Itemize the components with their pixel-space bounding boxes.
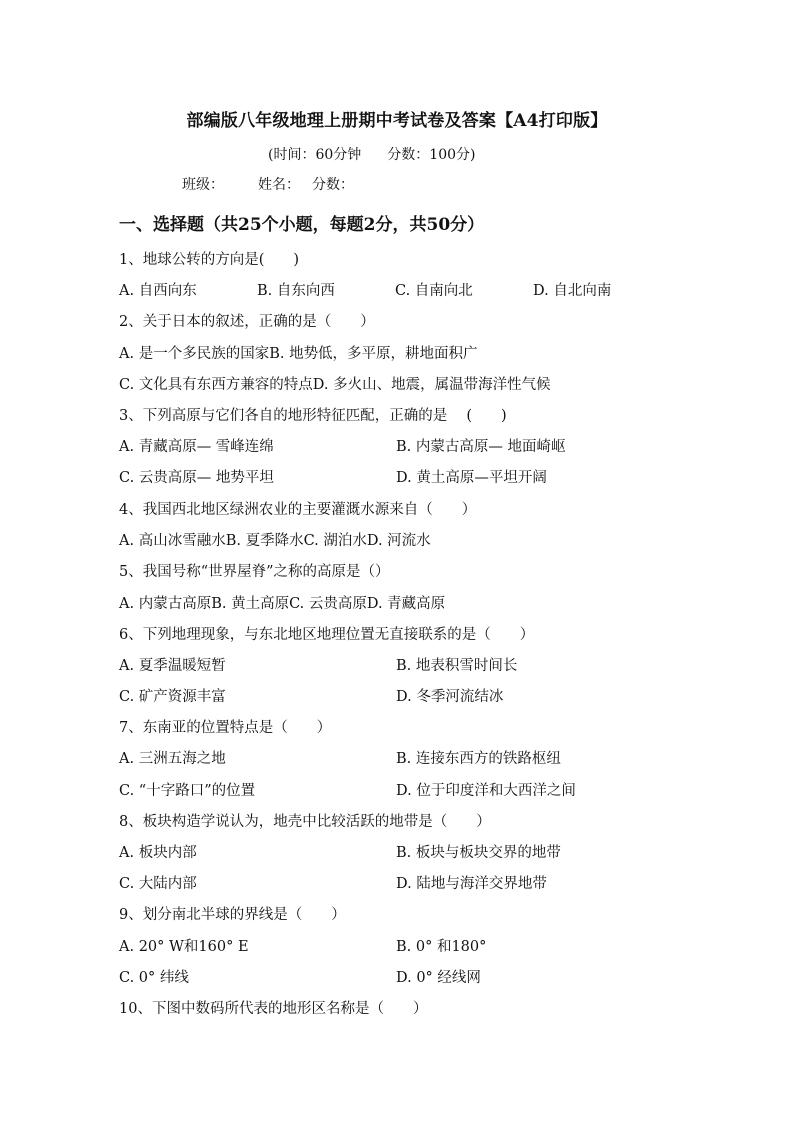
question-9-option-a: A. 20° W和160° E [119, 939, 249, 955]
option-b: B. 自东向西 [257, 283, 335, 299]
question-6-option-c: C. 矿产资源丰富 [119, 689, 226, 705]
question-7-option-b: B. 连接东西方的铁路枢纽 [396, 751, 561, 767]
class-label: 班级： [182, 177, 224, 193]
question-6-option-b: B. 地表积雪时间长 [396, 658, 518, 674]
question-2-options-cd: C. 文化具有东西方兼容的特点D. 多火山、地震，属温带海洋性气候 [119, 377, 551, 393]
question-3-option-d: D. 黄土高原—平坦开阔 [396, 470, 547, 486]
question-5-options: A. 内蒙古高原B. 黄土高原C. 云贵高原D. 青藏高原 [119, 596, 446, 612]
student-info [182, 174, 354, 194]
time-label: (时间：60分钟 [268, 147, 362, 163]
name-label: 姓名： [258, 177, 300, 193]
question-6-option-d: D. 冬季河流结冰 [396, 689, 504, 705]
question-7-stem: 7、东南亚的位置特点是（ ） [119, 720, 332, 736]
score-label: 分数： [312, 177, 354, 193]
question-9-option-d: D. 0° 经线网 [396, 970, 481, 986]
question-8-option-b: B. 板块与板块交界的地带 [396, 845, 561, 861]
question-7-option-a: A. 三洲五海之地 [119, 751, 226, 767]
question-3-stem: 3、下列高原与它们各自的地形特征匹配，正确的是 ( ) [119, 408, 507, 424]
question-9-option-c: C. 0° 纬线 [119, 970, 189, 986]
question-9-option-b: B. 0° 和180° [396, 939, 487, 955]
question-9-stem: 9、划分南北半球的界线是（ ） [119, 907, 346, 923]
option-a: A. 自西向东 [119, 283, 197, 299]
question-4-options: A. 高山冰雪融水B. 夏季降水C. 湖泊水D. 河流水 [119, 533, 431, 549]
option-c: C. 自南向北 [395, 283, 473, 299]
section-heading: 一、选择题（共25个小题，每题2分，共50分） [119, 215, 485, 235]
exam-meta [268, 144, 475, 164]
question-6-option-a: A. 夏季温暖短暂 [119, 658, 226, 674]
option-d: D. 自北向南 [533, 283, 612, 299]
question-8-option-c: C. 大陆内部 [119, 876, 197, 892]
question-7-option-c: C. “十字路口”的位置 [119, 783, 256, 799]
question-4-stem: 4、我国西北地区绿洲农业的主要灌溉水源来自（ ） [119, 502, 477, 518]
question-2-stem: 2、关于日本的叙述，正确的是（ ） [119, 314, 375, 330]
question-8-option-a: A. 板块内部 [119, 845, 197, 861]
question-3-option-c: C. 云贵高原— 地势平坦 [119, 470, 274, 486]
question-8-stem: 8、板块构造学说认为，地壳中比较活跃的地带是（ ） [119, 814, 491, 830]
question-3-option-b: B. 内蒙古高原— 地面崎岖 [396, 439, 566, 455]
question-2-options-ab: A. 是一个多民族的国家B. 地势低，多平原，耕地面积广 [119, 346, 478, 362]
page-title: 部编版八年级地理上册期中考试卷及答案【A4打印版】 [186, 111, 608, 131]
question-1-options [119, 279, 611, 300]
question-1-stem: 1、地球公转的方向是( ) [119, 252, 300, 268]
question-3-option-a: A. 青藏高原— 雪峰连绵 [119, 439, 274, 455]
total-score-label: 分数：100分) [387, 147, 476, 163]
question-8-option-d: D. 陆地与海洋交界地带 [396, 876, 547, 892]
question-6-stem: 6、下列地理现象，与东北地区地理位置无直接联系的是（ ） [119, 627, 535, 643]
question-10-stem: 10、下图中数码所代表的地形区名称是（ ） [119, 1001, 428, 1017]
question-5-stem: 5、我国号称“世界屋脊”之称的高原是（） [119, 564, 390, 580]
question-7-option-d: D. 位于印度洋和大西洋之间 [396, 783, 576, 799]
